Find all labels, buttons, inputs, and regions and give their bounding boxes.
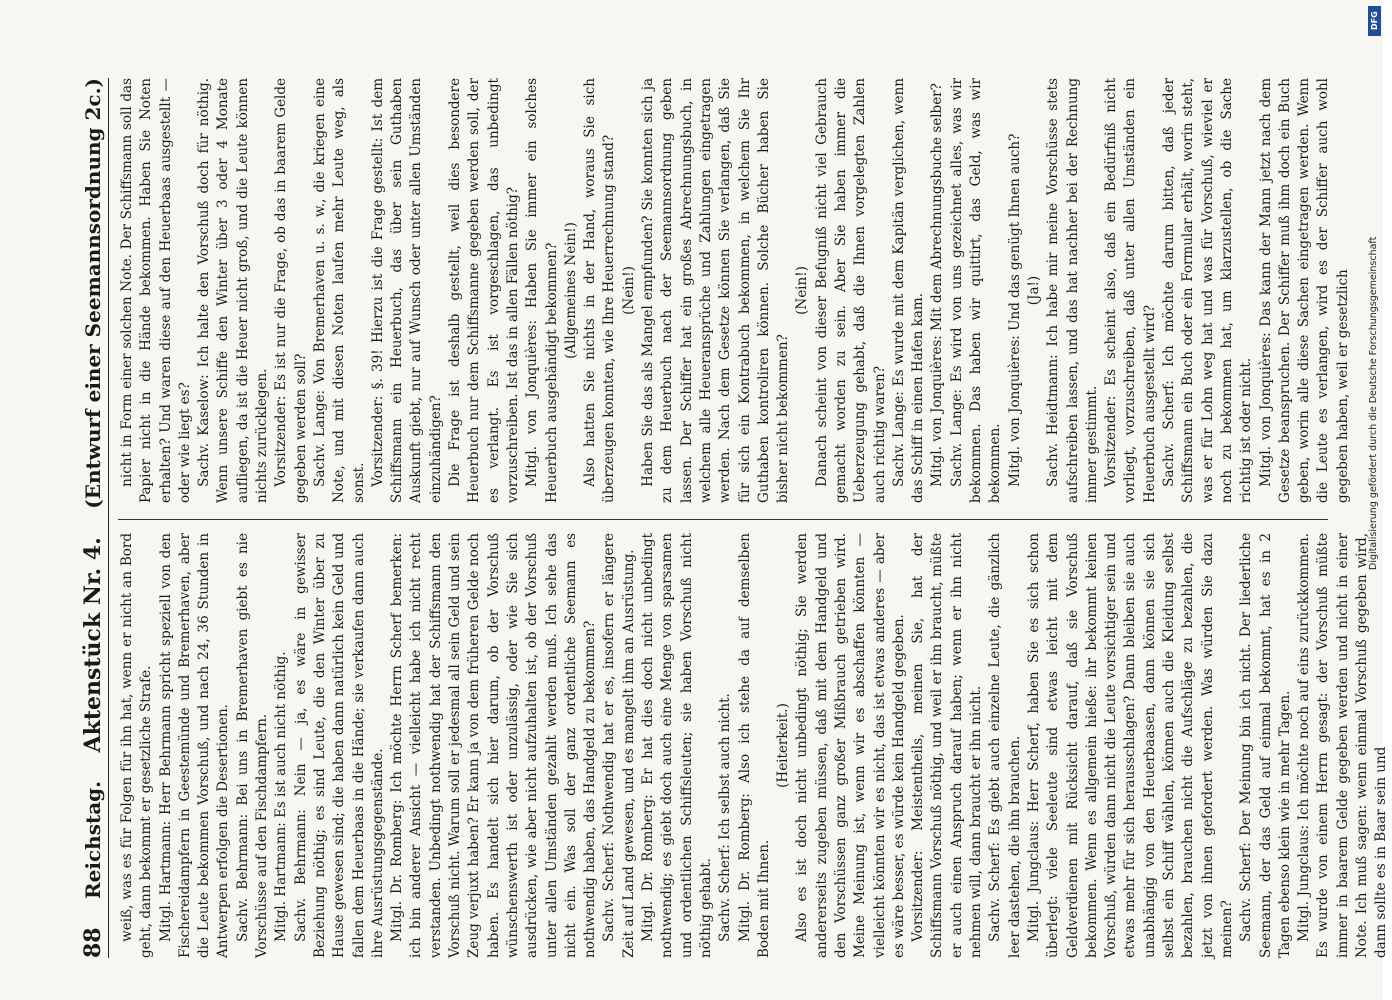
paragraph: Mitgl. Dr. Romberg: Ich möchte Herrn Scherf bemerken: ich bin anderer Ansicht — vielleicht habe ich nicht recht verstanden. Unbedingt nothwendig hat der Schiffsmann den Vorschuß nicht. Warum soll er jedesmal all sein Geld und sein Zeug verjuxt haben? Er kann ja von dem früheren Gelde noch haben. Es handelt sich hier darum, ob der Vorschuß wünschenswerth ist oder unzulässig, oder wie Sie sich ausdrücken, wie aber nicht aufzuhalten ist, ob der Vorschuß unter allen Umständen gezahlt werden muß. Ich sehe das nicht ein. Was soll der ganz ordentliche Seemann es nothwendig haben, das Handgeld zu bekommen? xyxy=(389,533,599,958)
paragraph: Sachv. Kaselow: Ich halte den Vorschuß doch für nöthig. Wenn unsere Schiffe den Winter über 3 oder 4 Monate aufliegen, da ist die Heuer nicht groß, und die Leute können nichts zurücklegen. xyxy=(196,78,271,503)
paragraph: Sachv. Lange: Es wird von uns gezeichnet alles, was wir bekommen. Das haben wir quittirt, das Geld, was wir bekommen. xyxy=(948,78,1004,503)
page-header xyxy=(78,78,109,958)
paragraph: Danach scheint von dieser Befugniß nicht viel Gebrauch gemacht worden zu sein. Aber Sie haben immer die Ueberzeugung gehabt, daß die Ihnen vorgelegten Zahlen auch richtig waren? xyxy=(813,78,888,503)
paragraph: Sachv. Heidtmann: Ich habe mir meine Vorschüsse stets aufschreiben lassen, und das hat nachher bei der Rechnung immer gestimmt. xyxy=(1045,78,1100,503)
paragraph: (Nein!) xyxy=(794,266,811,315)
paragraph: Mitgl. Hartmann: Herr Behrmann spricht speziell von den Fischereidampfern in Geestemünde und Bremerhaven, aber die Leute bekommen Vorschuß, und nach 24, 36 Stunden in Antwerpen erfolgen die Desertionen. xyxy=(157,533,232,958)
paragraph: Also es ist doch nicht unbedingt nöthig; Sie werden andererseits zugeben müssen, daß mit dem Handgeld und den Vorschüssen ganz großer Mißbrauch getrieben wird. Meine Meinung ist, wenn wir es abschaffen könnten — vielleicht könnten wir es nicht, das ist etwas anderes — aber es wäre besser, es würde kein Handgeld gegeben. xyxy=(794,533,907,958)
paragraph: Also hatten Sie nichts in der Hand, woraus Sie sich überzeugen konnten, wie Ihre Heuerrechnung stand? xyxy=(582,78,618,503)
paragraph: Mitgl. von Jonquières: Mit dem Abrechnungsbuche selber? xyxy=(929,83,946,487)
paragraph: (Nein!) xyxy=(620,266,637,315)
paragraph: Haben Sie das als Mangel empfunden? Sie konnten sich ja zu dem Heuerbuch nach der Seemannsordnung geben lassen. Der Schiffer hat ein großes Abrechnungsbuch, in welchem alle Heueransprüche und Zahlungen eingetragen werden. Nach dem Gesetze können Sie verlangen, daß Sie für sich ein Kontrabuch bekommen, in welchem Sie Ihr Guthaben kontroliren können. Solche Bücher haben Sie bisher nicht bekommen? xyxy=(640,78,792,503)
paragraph: Vorsitzender: §. 39! Hierzu ist die Frage gestellt: Ist dem Schiffsmann ein Heuerbuch, das über sein Guthaben Auskunft giebt, nur auf Wunsch oder unter allen Umständen einzuhändigen? xyxy=(369,78,444,503)
paragraph: Sachv. Behrmann: Nein — ja, es wäre in gewisser Beziehung nöthig; es sind Leute, die den Winter über zu Hause gewesen sind; die haben dann natürlich kein Geld und fallen dem Heuerbaas in die Hände; sie verkaufen dann auch ihre Ausrüstungsgegenstände. xyxy=(292,533,386,958)
paragraph: Mitgl. Dr. Romberg: Also ich stehe da auf demselben Boden mit Ihnen. xyxy=(736,533,772,958)
dfg-badge: DFG xyxy=(1368,6,1381,36)
paragraph: Mitgl. von Jonquières: Haben Sie immer ein solches Heuerbuch ausgehändigt bekommen? xyxy=(524,78,560,503)
header-middle-title: Aktenstück Nr. 4. xyxy=(80,537,106,753)
right-column xyxy=(118,78,1351,503)
paragraph: Mitgl. von Jonquières: Und das genügt Ihnen auch? xyxy=(1006,133,1023,487)
paragraph: Sachv. Scherf: Nothwendig hat er es, insofern er längere Zeit auf Land gewesen, und es mangelt ihm an Ausrüstung. xyxy=(601,533,637,958)
paragraph: nicht in Form einer solchen Note. Der Schiffsmann soll das Papier nicht in die Hände bekommen. Haben Sie Noten erhalten? Und waren diese auf den Heuerbaas ausgestellt — oder wie liegt es? xyxy=(119,78,193,503)
paragraph: Mitgl. Hartmann: Es ist auch nicht nöthig. xyxy=(273,651,290,942)
paragraph: Sachv. Scherf: Es giebt auch einzelne Leute, die gänzlich leer dastehen, die ihn brauchen. xyxy=(987,533,1023,958)
paragraph: Mitgl. Jungclaus: Ich möchte noch auf eins zurückkommen. Es wurde von einem Herrn gesagt: der Vorschuß müßte immer in baarem Gelde gegeben werden und nicht in einer Note. Ich muß sagen: wenn einmal Vorschuß gegeben wird, dann sollte es in Baar sein und xyxy=(1296,533,1390,958)
paragraph: weiß, was es für Folgen für ihn hat, wenn er nicht an Bord geht, dann bekommt er gesetzliche Strafe. xyxy=(119,533,155,958)
paragraph: Vorsitzender: Es ist nur die Frage, ob das in baarem Gelde gegeben werden soll? xyxy=(273,78,309,503)
page-number: 88 xyxy=(80,927,106,958)
credit-sidebar xyxy=(1368,10,1382,570)
paragraph: Mitgl. Jungclaus: Herr Scherf, haben Sie es sich schon überlegt: viele Seeleute sind etwas leicht mit dem Geldverdienen mit Rücksicht darauf, daß sie Vorschuß bekommen. Wenn es allgemein hieße: ihr bekommt keinen Vorschuß, würden dann nicht die Leute vorsichtiger sein und etwas mehr für sich herausschlagen? Dann bleiben sie auch unabhängig von den Heuerbaasen, dann können sie sich selbst ein Schiff wählen, können auch die Kleidung selbst bezahlen, brauchen nicht die Aufschläge zu bezahlen, die jetzt von ihnen gefordert werden. Was würden Sie dazu meinen? xyxy=(1025,533,1235,958)
paragraph: Mitgl. von Jonquières: Das kann der Mann jetzt nach dem Gesetze beanspruchen. Der Schiffer muß ihm doch ein Buch geben, worin alle diese Sachen eingetragen werden. Wenn die Leute es verlangen, wird es der Schiffer auch wohl gegeben haben, weil er gesetzlich xyxy=(1257,78,1351,503)
paragraph: Vorsitzender: Meistentheils, meinen Sie, hat der Schiffsmann Vorschuß nöthig, und weil er ihn braucht, müßte er auch einen Anspruch darauf haben; wenn er ihn nicht nehmen will, dann braucht er ihn nicht. xyxy=(910,533,985,958)
paragraph: (Allgemeines Nein!) xyxy=(562,222,579,359)
paragraph: Mitgl. Dr. Romberg: Er hat dies doch nicht unbedingt nothwendig; es giebt doch auch eine Menge von sparsamen und ordentlichen Schiffsleuten; sie haben Vorschuß nicht nöthig gehabt. xyxy=(640,533,714,958)
paragraph: (Heiterkeit.) xyxy=(775,703,792,788)
paragraph: Die Frage ist deshalb gestellt, weil dies besondere Heuerbuch nur dem Schiffsmanne gegeben werden soll, der es verlangt. Es ist vorgeschlagen, das unbedingt vorzuschreiben. Ist das in allen Fällen nöthig? xyxy=(447,78,521,503)
credit-text: Digitalisierung gefördert durch die Deutsche Forschungsgemeinschaft xyxy=(1368,236,1379,570)
header-left-title: Reichstag. xyxy=(81,780,105,899)
paragraph: Sachv. Scherf: Ich selbst auch nicht. xyxy=(717,693,734,942)
column-divider xyxy=(118,519,1328,520)
left-column xyxy=(118,533,1390,958)
paragraph: (Ja!) xyxy=(1025,275,1042,306)
paragraph: Vorsitzender: Es scheint also, daß ein Bedürfniß nicht vorliegt, vorzuschreiben, daß unter allen Umständen ein Heuerbuch ausgestellt wird? xyxy=(1103,78,1158,503)
paragraph: Sachv. Scherf: Ich möchte darum bitten, daß jeder Schiffsmann ein Buch oder ein Formular erhält, worin steht, was er für Lohn weg hat und was für Vorschuß, wieviel er noch zu bekommen hat, um klarzustellen, ob die Sache richtig ist oder nicht. xyxy=(1161,78,1255,503)
header-right-title: (Entwurf einer Seemannsordnung 2c.) xyxy=(81,78,105,509)
paragraph: Sachv. Scherf: Der Meinung bin ich nicht. Der liederliche Seemann, der das Geld auf einmal bekommt, hat es in 2 Tagen ebenso klein wie in mehr Tagen. xyxy=(1238,533,1293,958)
paragraph: Sachv. Behrmann: Bei uns in Bremerhaven giebt es nie Vorschüsse auf den Fischdampfern. xyxy=(234,533,271,958)
paragraph: Sachv. Lange: Von Bremerhaven u. s. w., die kriegen eine Note, und mit diesen Noten laufen mehr Leute weg, als sonst. xyxy=(311,78,367,503)
paragraph: Sachv. Lange: Es wurde mit dem Kapitän verglichen, wenn das Schiff in einen Hafen kam. xyxy=(890,78,927,503)
